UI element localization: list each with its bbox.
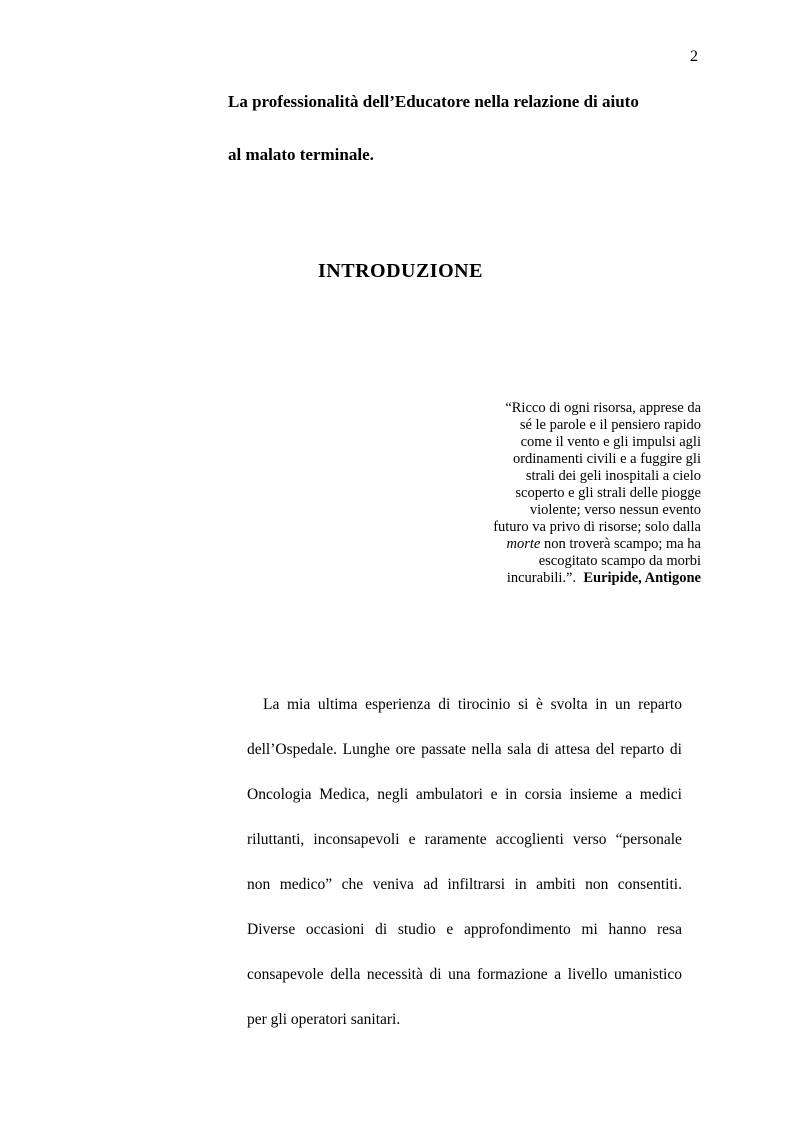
quote-text: morte — [506, 536, 541, 552]
quote-text: scoperto e gli strali delle piogge — [515, 485, 701, 501]
body-line: consapevole della necessità di una formazione a livello umanistico — [247, 965, 682, 983]
quote-text: come il vento e gli impulsi agli — [520, 434, 701, 450]
quote-line — [401, 400, 701, 417]
body-line: per gli operatori sanitari. — [247, 1011, 401, 1028]
quote-line — [401, 519, 701, 536]
body-paragraph — [247, 682, 682, 1042]
quote-attribution: Euripide, Antigone — [583, 570, 701, 586]
quote-line — [401, 451, 701, 468]
quote-line — [401, 468, 701, 485]
quote-text: non troverà scampo; ma ha — [540, 536, 701, 552]
body-line: Oncologia Medica, negli ambulatori e in corsia insieme a medici — [247, 785, 682, 803]
epigraph-quote — [401, 400, 701, 587]
quote-line — [401, 434, 701, 451]
quote-line — [401, 570, 701, 587]
quote-text: violente; verso nessun evento — [529, 502, 701, 518]
body-line: dell’Ospedale. Lunghe ore passate nella sala di attesa del reparto di — [247, 740, 682, 758]
body-line: non medico” che veniva ad infiltrarsi in ambiti non consentiti. — [247, 875, 682, 893]
quote-text: “Ricco di ogni risorsa, apprese da — [505, 400, 701, 416]
quote-line — [401, 485, 701, 502]
quote-text: incurabili.”. — [506, 570, 584, 586]
body-line: Diverse occasioni di studio e approfondimento mi hanno resa — [247, 920, 682, 938]
quote-line — [401, 417, 701, 434]
thesis-title — [228, 92, 708, 198]
quote-line — [401, 536, 701, 553]
page-number: 2 — [690, 48, 698, 65]
quote-text: escogitato scampo da morbi — [538, 553, 701, 569]
quote-text: sé le parole e il pensiero rapido — [519, 417, 701, 433]
title-line: al malato terminale. — [228, 145, 374, 165]
quote-text: ordinamenti civili e a fuggire gli — [512, 451, 701, 467]
quote-text: futuro va privo di risorse; solo dalla — [493, 519, 701, 535]
quote-line — [401, 553, 701, 570]
body-line: riluttanti, inconsapevoli e raramente accoglienti verso “personale — [247, 830, 682, 848]
chapter-heading: INTRODUZIONE — [318, 260, 483, 282]
title-line: La professionalità dell’Educatore nella relazione di aiuto — [228, 92, 639, 111]
body-line: La mia ultima esperienza di tirocinio si è svolta in un reparto — [263, 695, 682, 713]
quote-text: strali dei geli inospitali a cielo — [525, 468, 701, 484]
quote-line — [401, 502, 701, 519]
